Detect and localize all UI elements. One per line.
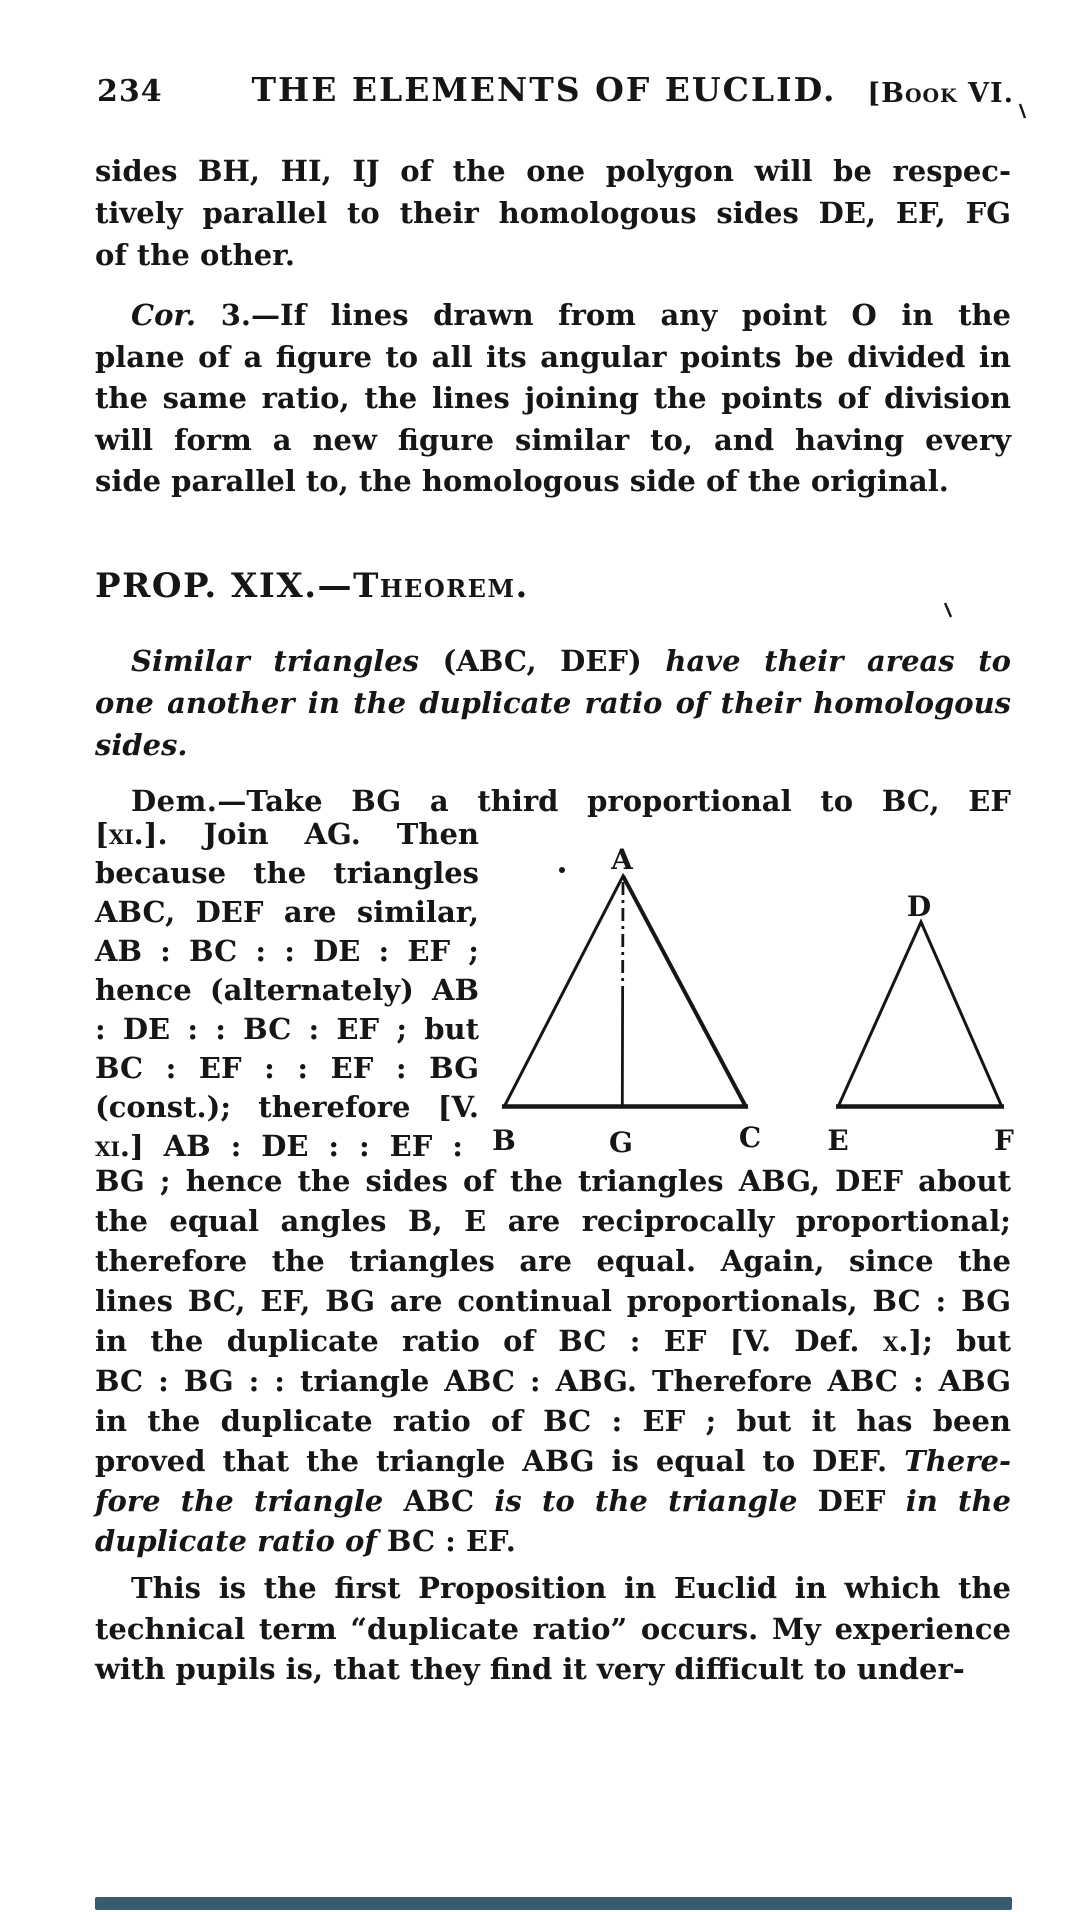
text-segment: [ — [95, 817, 109, 851]
text-line — [95, 815, 479, 854]
text-segment: Cor. — [131, 298, 197, 332]
text-line — [95, 1088, 479, 1127]
text-line — [95, 1321, 1011, 1361]
text-segment: will form a new figure similar to, and having every — [95, 422, 1011, 457]
text-segment: sides BH, HI, IJ of the one polygon will be respec- — [95, 154, 1011, 188]
label-a: A — [611, 843, 633, 876]
text-segment: side parallel to, the homologous side of the original. — [95, 464, 949, 498]
text-line — [95, 192, 1011, 234]
text-segment: of the other. — [95, 238, 295, 272]
page-number: 234 — [97, 74, 163, 109]
text-segment: Theorem — [353, 566, 516, 606]
paragraph-commentary — [95, 1568, 1011, 1690]
text-segment: fore the triangle — [95, 1484, 404, 1518]
text-segment: BG ; hence the sides of the triangles ABG, DEF about — [95, 1164, 1011, 1198]
triangle-def — [838, 922, 1002, 1107]
text-line — [95, 1161, 1011, 1201]
text-segment: . — [515, 566, 529, 606]
text-segment: ]; but — [908, 1324, 1011, 1358]
text-line — [95, 932, 479, 971]
text-line — [95, 234, 1011, 276]
text-segment: This is the first Proposition in Euclid in which the — [131, 1571, 1011, 1605]
text-segment: sides. — [95, 728, 188, 762]
text-segment: Dem. — [131, 784, 218, 818]
text-line — [95, 1241, 1011, 1281]
text-line — [95, 1649, 1011, 1690]
label-e: E — [827, 1124, 849, 1157]
label-c: C — [738, 1121, 762, 1154]
text-segment: ABC, DEF are similar, — [95, 895, 479, 929]
triangle-abc — [504, 876, 746, 1107]
text-segment: one another in the duplicate ratio of their homologous — [95, 686, 1011, 720]
text-line — [95, 640, 1011, 682]
text-segment: Similar triangles — [131, 644, 443, 678]
text-line — [95, 1441, 1011, 1481]
text-line — [95, 1401, 1011, 1441]
text-line — [95, 1201, 1011, 1241]
demonstration-main — [95, 1161, 1011, 1561]
text-segment: (const.); therefore [V. — [95, 1090, 479, 1124]
text-segment: with pupils is, that they find it very difficult to under- — [95, 1652, 965, 1686]
text-segment: —Take BG a third proportional to BC, EF — [217, 784, 1011, 818]
text-line — [95, 420, 1011, 462]
text-line — [95, 378, 1011, 420]
text-segment: tively parallel to their homologous sides DE, EF, FG — [95, 196, 1011, 230]
text-segment: technical term “duplicate ratio” occurs. My experience — [95, 1611, 1011, 1646]
text-segment: ] AB : DE : : EF : — [129, 1129, 463, 1163]
text-line — [95, 1361, 1011, 1401]
text-segment: ABC — [403, 1484, 475, 1518]
text-segment: therefore the triangles are equal. Again, since the — [95, 1244, 1011, 1278]
text-line — [95, 682, 1011, 724]
text-segment: : DE : : BC : EF ; but — [95, 1012, 479, 1046]
theorem-statement — [95, 640, 1011, 766]
text-segment: x. — [882, 1324, 909, 1358]
text-segment: (ABC, DEF) — [442, 644, 666, 678]
text-line — [95, 1010, 479, 1049]
text-line — [95, 1049, 479, 1088]
text-segment: is to the triangle — [474, 1484, 818, 1518]
label-f: F — [994, 1124, 1014, 1157]
text-segment: 3.—If lines drawn from any point O in the — [196, 298, 1011, 332]
text-segment: DEF — [817, 1484, 886, 1518]
text-line — [95, 564, 1011, 608]
text-segment: plane of a figure to all its angular points be divided in — [95, 339, 1011, 374]
text-segment: lines BC, EF, BG are continual proportionals, BC : BG — [95, 1284, 1011, 1318]
text-segment: PROP. XIX.— — [95, 566, 354, 606]
text-segment: hence (alternately) AB — [95, 973, 479, 1007]
text-line — [95, 337, 1011, 379]
ink-speck — [559, 867, 565, 873]
book-marker: [Book VI. — [867, 78, 1014, 109]
text-segment: have their areas to — [665, 644, 1011, 678]
text-line — [95, 1281, 1011, 1321]
paragraph-intro — [95, 150, 1011, 276]
text-line — [95, 1609, 1011, 1650]
running-title: THE ELEMENTS OF EUCLID. — [251, 70, 837, 109]
text-segment: xi. — [108, 817, 144, 851]
text-line — [95, 295, 1011, 337]
text-line — [95, 893, 479, 932]
text-line — [95, 150, 1011, 192]
text-line — [95, 1568, 1011, 1609]
label-d: D — [906, 890, 932, 923]
text-segment: There- — [904, 1444, 1011, 1478]
text-segment: the equal angles B, E are reciprocally proportional; — [95, 1204, 1011, 1238]
text-line — [95, 854, 479, 893]
text-line — [95, 971, 479, 1010]
demonstration-left-column — [95, 815, 479, 1166]
text-segment: proved that the triangle ABG is equal to DEF. — [95, 1444, 905, 1478]
text-segment: in the — [885, 1484, 1011, 1518]
proposition-heading — [95, 564, 1011, 608]
side-ac — [623, 876, 746, 1107]
label-b: B — [492, 1124, 516, 1157]
text-segment: AB : BC : : DE : EF ; — [95, 934, 479, 968]
text-segment: in the duplicate ratio of BC : EF ; but it has been — [95, 1404, 1011, 1438]
text-line — [95, 1521, 1011, 1561]
text-segment: ]. Join AG. Then — [143, 817, 479, 851]
bottom-edge-bar — [95, 1897, 1012, 1910]
text-segment: duplicate ratio of — [95, 1524, 387, 1558]
text-line — [95, 724, 1011, 766]
text-segment: because the triangles — [95, 856, 479, 890]
text-segment: BC : BG : : triangle ABC : ABG. Therefore ABC : ABG — [95, 1364, 1011, 1398]
text-segment: BC : EF. — [386, 1524, 516, 1558]
text-segment: xi. — [95, 1129, 130, 1163]
text-segment: the same ratio, the lines joining the points of division — [95, 381, 1011, 415]
text-line — [95, 461, 1011, 503]
text-segment: in the duplicate ratio of BC : EF [V. Def. — [95, 1324, 883, 1358]
text-line — [95, 1481, 1011, 1521]
text-segment: BC : EF : : EF : BG — [95, 1051, 479, 1085]
paragraph-corollary-3 — [95, 295, 1011, 503]
label-g: G — [609, 1126, 633, 1159]
